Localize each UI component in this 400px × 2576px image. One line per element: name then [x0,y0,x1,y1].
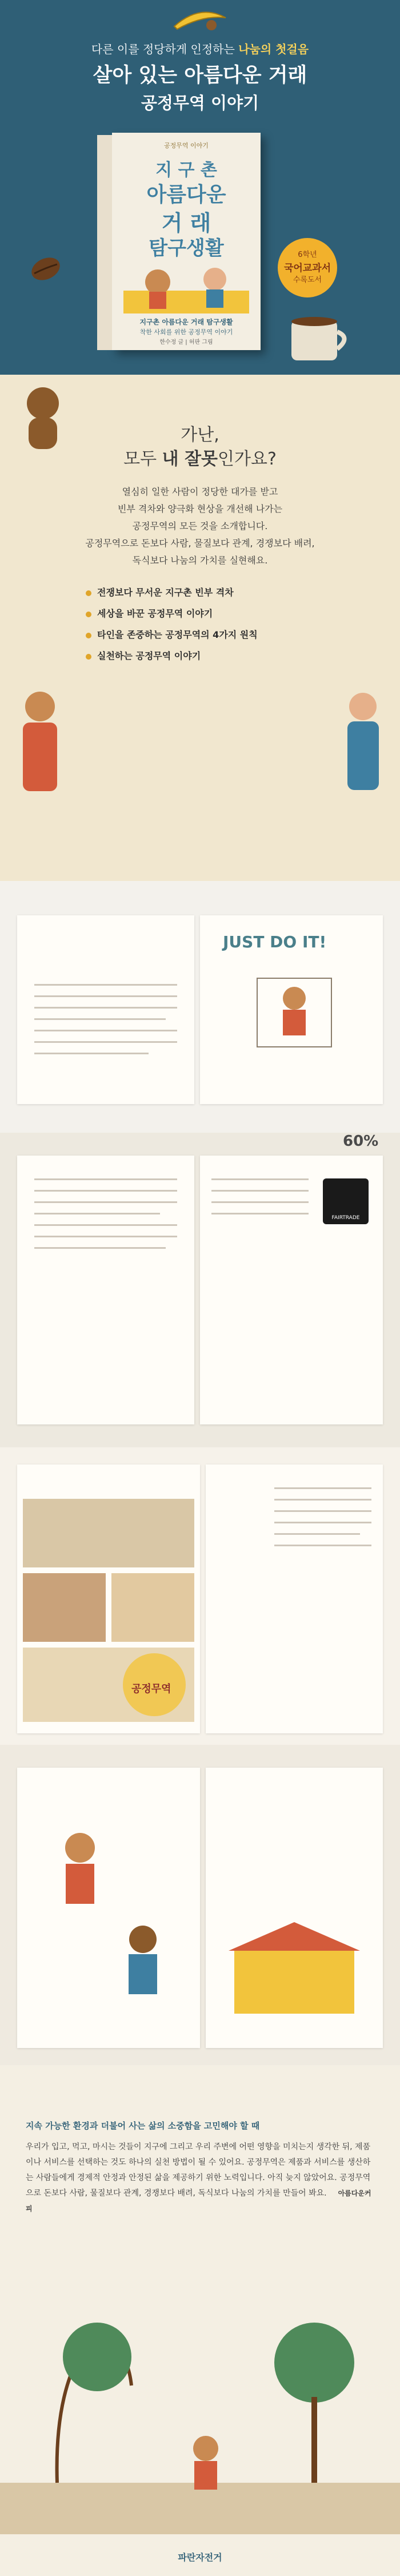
hero-tagline: 다른 이를 정당하게 인정하는 나눔의 첫걸음 [91,42,309,56]
just-do-it-text: JUST DO IT! [223,932,327,951]
intro-line: 공정무역의 모든 것을 소개합니다. [132,521,268,531]
book-spread-4 [0,1745,400,2065]
feature-list [86,582,258,666]
intro-line: 빈부 격차와 양극화 현상을 개선해 나가는 [117,503,283,514]
book-title-line4: 탐구생활 [149,237,224,260]
bullet-dot-icon [86,633,91,638]
book-spread-2 [0,1133,400,1447]
right-page [206,1464,383,1733]
person-left-illustration [6,684,74,798]
percent-callout: 60% [343,1133,379,1150]
left-page [17,1768,200,2048]
book-series-label: 공정무역 이야기 [164,142,209,149]
book-spread-1 [0,881,400,1133]
hero-title: 공정무역 이야기 [141,93,259,113]
publisher-logo: 파란자전거 [178,2552,222,2563]
coffee-farm-illustration [0,2277,400,2534]
coffee-cup-icon [286,309,354,366]
book-title-line2: 아름다운 [146,183,226,207]
list-item: 실천하는 공정무역 이야기 [86,645,258,666]
child-with-sneakers-illustration [251,967,337,1053]
book-title-line3: 거 래 [161,211,211,236]
book-desc-line1: 지구촌 아름다운 거래 탐구생활 [139,318,233,326]
person-right-illustration [331,684,394,798]
stamp-text: 공정무역 [131,1683,171,1695]
cover-illustration [123,262,249,313]
hero-subtitle: 살아 있는 아름다운 거래 [93,64,307,87]
outro-section [0,2065,400,2576]
right-page [200,1156,383,1424]
banana-illustration [171,3,229,32]
left-page [17,915,194,1104]
intro-line: 공정무역으로 돈보다 사람, 물질보다 관계, 경쟁보다 배려, [85,538,315,549]
left-page [17,1156,194,1424]
bullet-dot-icon [86,590,91,596]
intro-question-line1: 가난, [181,425,219,445]
intro-paragraph [57,483,343,569]
book-spread-3 [0,1447,400,1745]
intro-question-line2: 모두 내 잘못인가요? [123,449,277,469]
book-title-line1: 지 구 촌 [155,160,217,180]
textbook-badge [278,238,337,297]
badge-textbook: 국어교과서 [283,263,331,274]
left-page [17,1464,200,1733]
intro-line: 독식보다 나눔의 가치를 실현해요. [132,555,268,566]
hero-section [0,0,400,375]
badge-grade: 6학년 [298,251,317,259]
book-authors: 한수정 글 | 허판 그림 [159,339,213,346]
right-page [200,915,383,1104]
book-desc-line2: 착한 사회를 위한 공정무역 이야기 [139,328,233,336]
intro-line: 열심히 일한 사람이 정당한 대가를 받고 [122,486,278,497]
book-spine [97,135,112,350]
fairtrade-logo: FAIRTRADE [323,1178,369,1224]
coffee-bean-icon [29,252,63,286]
bullet-dot-icon [86,654,91,660]
book-cover [112,133,261,350]
intro-section [0,375,400,881]
list-item: 세상을 바꾼 공정무역 이야기 [86,603,258,624]
outro-body: 우리가 입고, 먹고, 마시는 것들이 지구에 그리고 우리 주변에 어떤 영향을 미치는지 생각한 뒤, 제품이나 서비스를 선택하는 것도 하나의 실천 방법이 될 수 있어요. 공정무역은 제품과 서비스를 생산하는 사람들에게 경제적 안정과 안정된 삶을 제공하기 위한 노력입니다. 아직 늦지 않았어요. 공정무역으로 돈보다 사람, 물질보다 관계, 경쟁보다 배려, 독식보다 나눔의 가치를 만들어 봐요. 아름다운커피 [26,2142,371,2213]
coffee-workers-illustration [34,1813,183,2031]
list-item: 타인을 존중하는 공정무역의 4가지 원칙 [86,624,258,645]
list-item: 전쟁보다 무서운 지구촌 빈부 격차 [86,582,258,603]
outro-signature: 아름다운커피 [26,2189,371,2213]
badge-included: 수록도서 [293,276,322,284]
market-illustration [217,1916,371,2031]
bullet-dot-icon [86,612,91,617]
right-page [206,1768,383,2048]
outro-heading: 지속 가능한 환경과 더불어 사는 삶의 소중함을 고민해야 할 때 [26,2121,260,2131]
